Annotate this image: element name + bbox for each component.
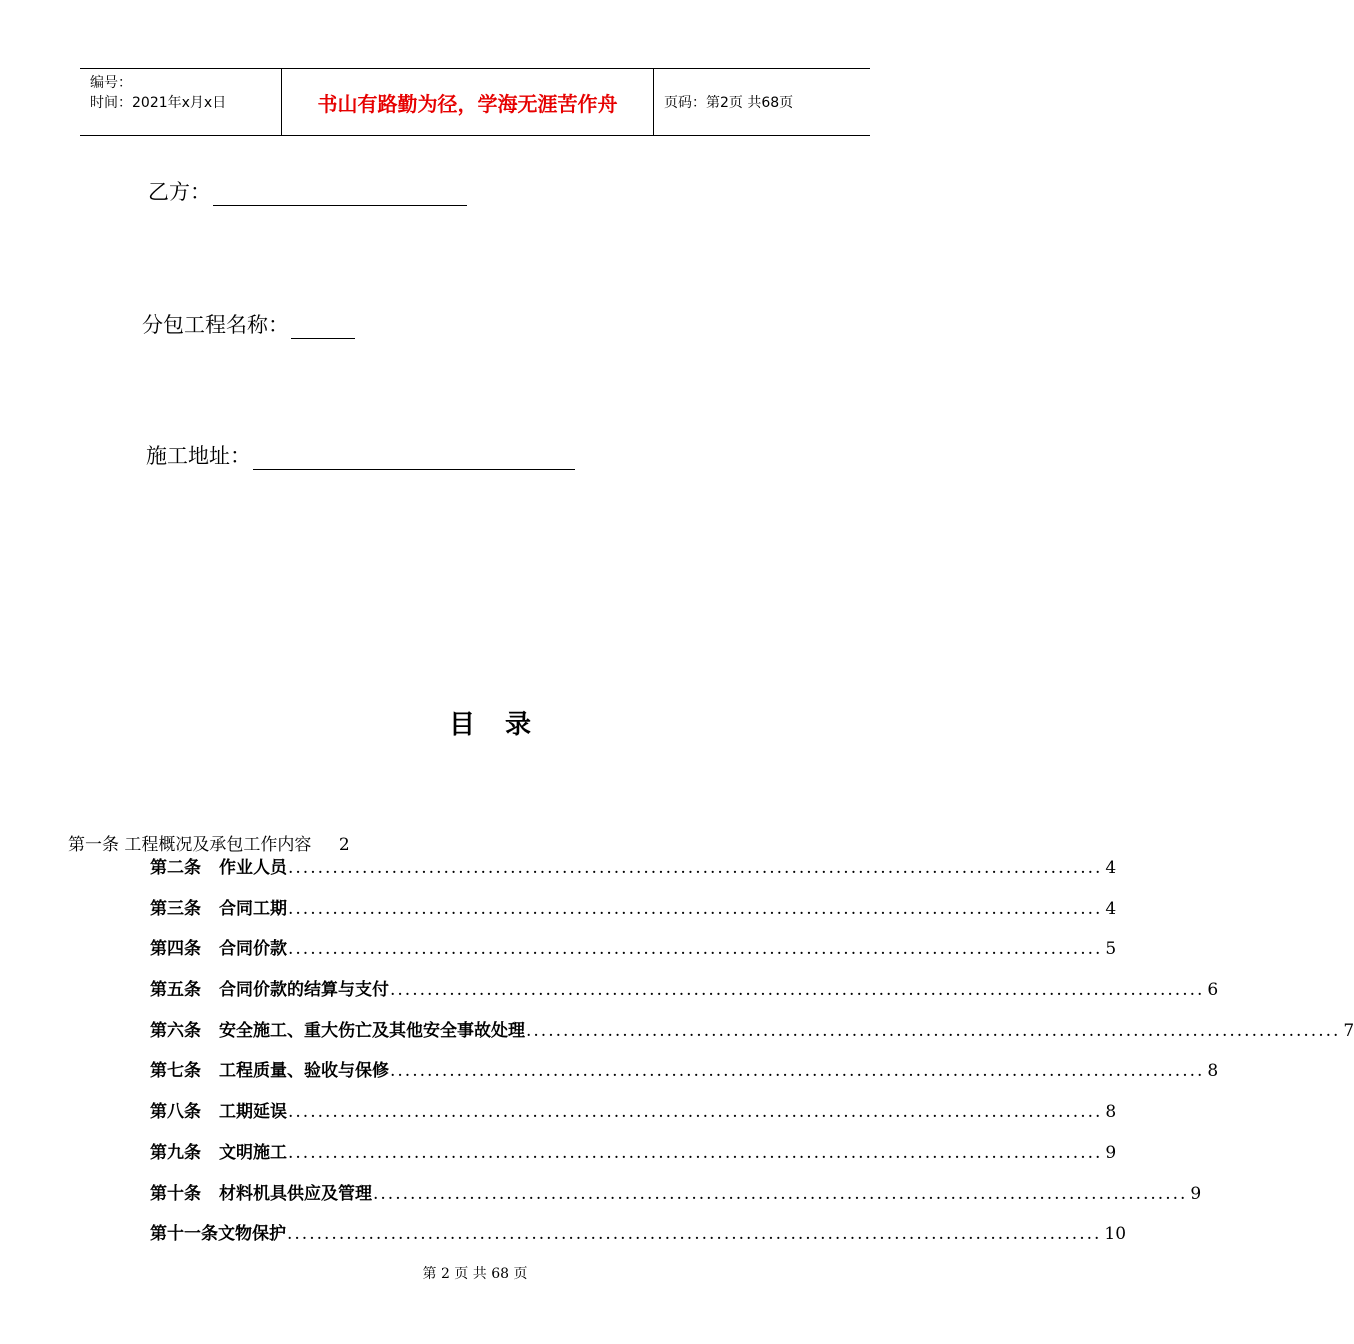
toc-entry-page: 5 (1105, 939, 1117, 960)
toc-entry[interactable] (150, 853, 1117, 894)
toc-entry-page: 10 (1104, 1224, 1127, 1245)
toc-title: 目录 (448, 710, 561, 740)
toc-entry-num: 第二条 (150, 858, 201, 878)
toc-dot-leader: .............................................................................................................. (288, 939, 1103, 960)
toc-entry-first[interactable] (68, 830, 350, 855)
toc-entry-text: 工期延误 (219, 1102, 287, 1123)
toc-entry-text: 合同价款的结算与支付 (219, 980, 389, 1001)
toc-dot-leader: .............................................................................................................. (288, 898, 1103, 919)
toc-entry-num: 第五条 (150, 980, 201, 1001)
toc-entry-num: 第十条 (150, 1183, 201, 1204)
toc-entry[interactable] (150, 1097, 1117, 1138)
toc-dot-leader: .............................................................................................................. (390, 980, 1205, 1001)
party-b-field (148, 176, 467, 206)
toc-entry[interactable] (150, 1138, 1117, 1179)
toc-entry-text: 文明施工 (219, 1142, 287, 1163)
toc-dot-leader: .............................................................................................................. (287, 1224, 1102, 1245)
toc-entry-page: 8 (1207, 1061, 1219, 1082)
toc-entry-page: 6 (1207, 980, 1219, 1001)
address-blank[interactable] (253, 447, 575, 470)
toc-dot-leader: .............................................................................................................. (288, 858, 1103, 878)
toc-entry-num: 第八条 (150, 1102, 201, 1123)
toc-entry-page: 7 (1343, 1020, 1354, 1041)
toc-dot-leader: .............................................................................................................. (526, 1020, 1341, 1041)
page-header (80, 68, 870, 136)
toc-entry-page: 2 (338, 835, 350, 855)
page-footer: 第 2 页 共 68 页 (422, 1266, 528, 1282)
project-name-blank[interactable] (291, 316, 355, 339)
toc-entry-page: 8 (1105, 1102, 1117, 1123)
header-motto: 书山有路勤为径，学海无涯苦作舟 (282, 69, 654, 135)
toc-entry[interactable] (150, 1016, 1354, 1057)
toc-entry-text: 文物保护 (218, 1224, 286, 1245)
toc-entry[interactable] (150, 934, 1117, 975)
toc-entry[interactable] (150, 975, 1219, 1016)
party-b-blank[interactable] (213, 183, 467, 206)
header-page-info: 页码：第2页 共68页 (664, 95, 794, 111)
toc-entry-text: 工程质量、验收与保修 (219, 1061, 389, 1082)
toc-dot-leader: .............................................................................................................. (288, 1102, 1103, 1123)
toc-dot-leader: .............................................................................................................. (373, 1183, 1188, 1204)
toc-entry-page: 9 (1105, 1142, 1117, 1163)
toc-entry-num: 第六条 (150, 1020, 201, 1041)
toc-list (150, 853, 1354, 1260)
toc-entry-num: 第四条 (150, 939, 201, 960)
toc-entry[interactable] (150, 1179, 1202, 1220)
toc-entry-text: 工程概况及承包工作内容 (124, 835, 312, 855)
toc-entry-page: 4 (1105, 898, 1117, 919)
toc-entry-text: 安全施工、重大伤亡及其他安全事故处理 (219, 1020, 525, 1041)
toc-entry-text: 合同价款 (219, 939, 287, 960)
address-label: 施工地址： (146, 444, 251, 468)
project-name-field (142, 309, 355, 339)
toc-entry[interactable] (150, 1056, 1219, 1097)
project-name-label: 分包工程名称： (142, 313, 289, 337)
toc-entry-page: 9 (1190, 1183, 1202, 1204)
toc-dot-leader: .............................................................................................................. (390, 1061, 1205, 1082)
toc-entry[interactable] (150, 894, 1117, 935)
toc-entry-num: 第七条 (150, 1061, 201, 1082)
toc-entry-page: 4 (1105, 858, 1117, 878)
serial-label: 编号： (90, 75, 132, 91)
toc-entry-num: 第三条 (150, 898, 201, 919)
toc-entry-text: 材料机具供应及管理 (219, 1183, 372, 1204)
header-meta (80, 69, 282, 135)
toc-entry-num: 第十一条 (150, 1224, 218, 1245)
address-field (146, 440, 575, 470)
toc-entry[interactable] (150, 1219, 1127, 1260)
toc-entry-text: 合同工期 (219, 898, 287, 919)
date-label: 时间：2021年x月x日 (90, 95, 227, 111)
party-b-label: 乙方： (148, 180, 211, 204)
toc-dot-leader: .............................................................................................................. (288, 1142, 1103, 1163)
toc-entry-num: 第一条 (68, 835, 119, 855)
toc-entry-text: 作业人员 (219, 858, 287, 878)
toc-entry-num: 第九条 (150, 1142, 201, 1163)
